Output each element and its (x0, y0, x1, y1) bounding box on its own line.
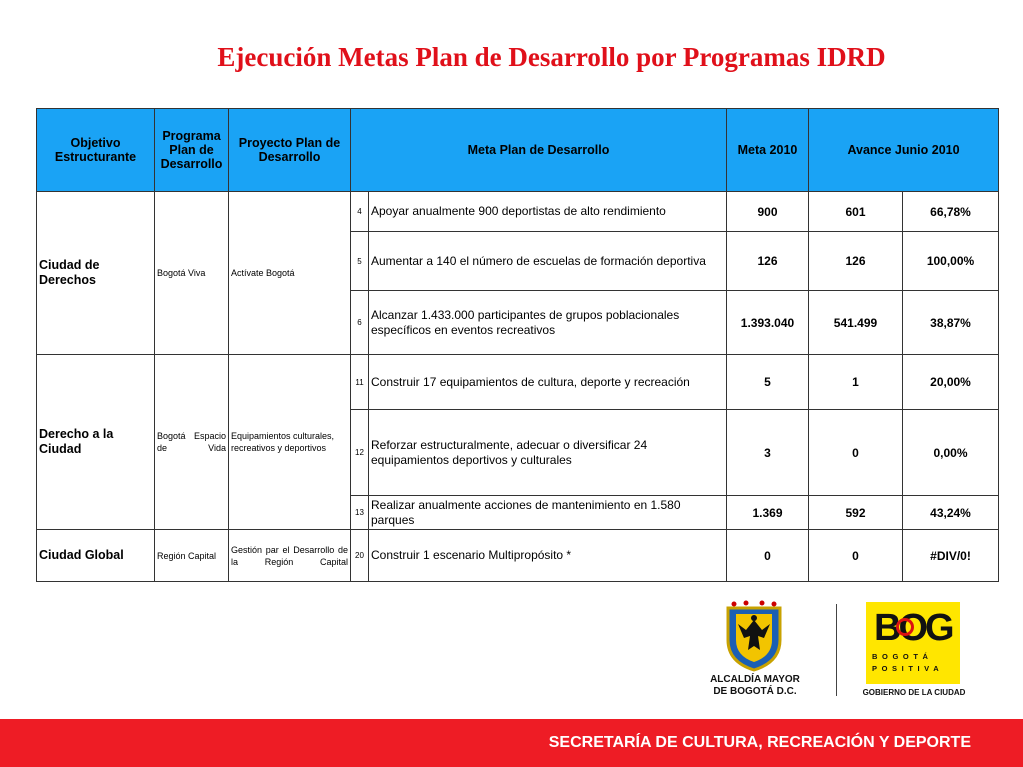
meta-2010-value: 0 (727, 530, 809, 582)
programa-cell: Bogotá Espacio de Vida (155, 355, 229, 530)
meta-number: 13 (351, 496, 369, 530)
meta-number: 5 (351, 232, 369, 291)
bog-wordmark: BOG (874, 607, 952, 649)
programa-cell: Región Capital (155, 530, 229, 582)
table-row (37, 355, 999, 410)
avance-percent: 100,00% (903, 232, 999, 291)
objetivo-cell: Ciudad Global (37, 530, 155, 582)
alcaldia-logo-text (700, 674, 810, 698)
header-proyecto: Proyecto Plan de Desarrollo (229, 109, 351, 192)
avance-value: 592 (809, 496, 903, 530)
bogota-positiva-logo (866, 602, 960, 684)
avance-percent: 43,24% (903, 496, 999, 530)
meta-text: Construir 1 escenario Multipropósito * (369, 530, 727, 582)
footer-text: SECRETARÍA DE CULTURA, RECREACIÓN Y DEPORTE (548, 734, 971, 751)
meta-2010-value: 900 (727, 192, 809, 232)
logo-divider (836, 604, 837, 696)
bog-plus-icon (896, 618, 914, 636)
header-objetivo: Objetivo Estructurante (37, 109, 155, 192)
meta-text: Aumentar a 140 el número de escuelas de formación deportiva (369, 232, 727, 291)
metas-table (36, 108, 999, 582)
avance-percent: 20,00% (903, 355, 999, 410)
meta-number: 20 (351, 530, 369, 582)
meta-number: 4 (351, 192, 369, 232)
footer-bar (0, 719, 1023, 767)
table-row (37, 192, 999, 232)
meta-text: Apoyar anualmente 900 deportistas de alto rendimiento (369, 192, 727, 232)
avance-value: 601 (809, 192, 903, 232)
proyecto-cell: Actívate Bogotá (229, 192, 351, 355)
bog-sub-bogota: BOGOTÁ (872, 652, 933, 661)
meta-number: 11 (351, 355, 369, 410)
header-meta-2010: Meta 2010 (727, 109, 809, 192)
alcaldia-line-2: DE BOGOTÁ D.C. (713, 686, 797, 697)
avance-value: 0 (809, 410, 903, 496)
header-avance: Avance Junio 2010 (809, 109, 999, 192)
meta-2010-value: 1.369 (727, 496, 809, 530)
objetivo-cell: Ciudad de Derechos (37, 192, 155, 355)
table-header-row (37, 109, 999, 192)
meta-2010-value: 126 (727, 232, 809, 291)
avance-value: 1 (809, 355, 903, 410)
objetivo-cell: Derecho a la Ciudad (37, 355, 155, 530)
meta-2010-value: 1.393.040 (727, 291, 809, 355)
header-programa: Programa Plan de Desarrollo (155, 109, 229, 192)
page-title: Ejecución Metas Plan de Desarrollo por Programas IDRD (217, 42, 886, 72)
meta-2010-value: 5 (727, 355, 809, 410)
avance-percent: 66,78% (903, 192, 999, 232)
meta-number: 6 (351, 291, 369, 355)
table-row (37, 530, 999, 582)
alcaldia-line-1: ALCALDÍA MAYOR (710, 674, 800, 685)
avance-value: 541.499 (809, 291, 903, 355)
meta-number: 12 (351, 410, 369, 496)
avance-percent: 0,00% (903, 410, 999, 496)
avance-value: 126 (809, 232, 903, 291)
meta-text: Realizar anualmente acciones de mantenimiento en 1.580 parques (369, 496, 727, 530)
meta-text: Reforzar estructuralmente, adecuar o diversificar 24 equipamientos deportivos y culturales (369, 410, 727, 496)
meta-text: Alcanzar 1.433.000 participantes de grupos poblacionales específicos en eventos recreativos (369, 291, 727, 355)
avance-percent: #DIV/0! (903, 530, 999, 582)
meta-2010-value: 3 (727, 410, 809, 496)
gobierno-label: GOBIERNO DE LA CIUDAD (862, 688, 966, 697)
programa-cell: Bogotá Viva (155, 192, 229, 355)
proyecto-cell: Gestión par el Desarrollo de la Región Capital (229, 530, 351, 582)
bog-sub-positiva: POSITIVA (872, 664, 944, 673)
proyecto-cell: Equipamientos culturales, recreativos y deportivos (229, 355, 351, 530)
bogota-coat-of-arms-icon (724, 600, 784, 672)
meta-text: Construir 17 equipamientos de cultura, deporte y recreación (369, 355, 727, 410)
avance-value: 0 (809, 530, 903, 582)
avance-percent: 38,87% (903, 291, 999, 355)
header-meta-plan: Meta Plan de Desarrollo (351, 109, 727, 192)
